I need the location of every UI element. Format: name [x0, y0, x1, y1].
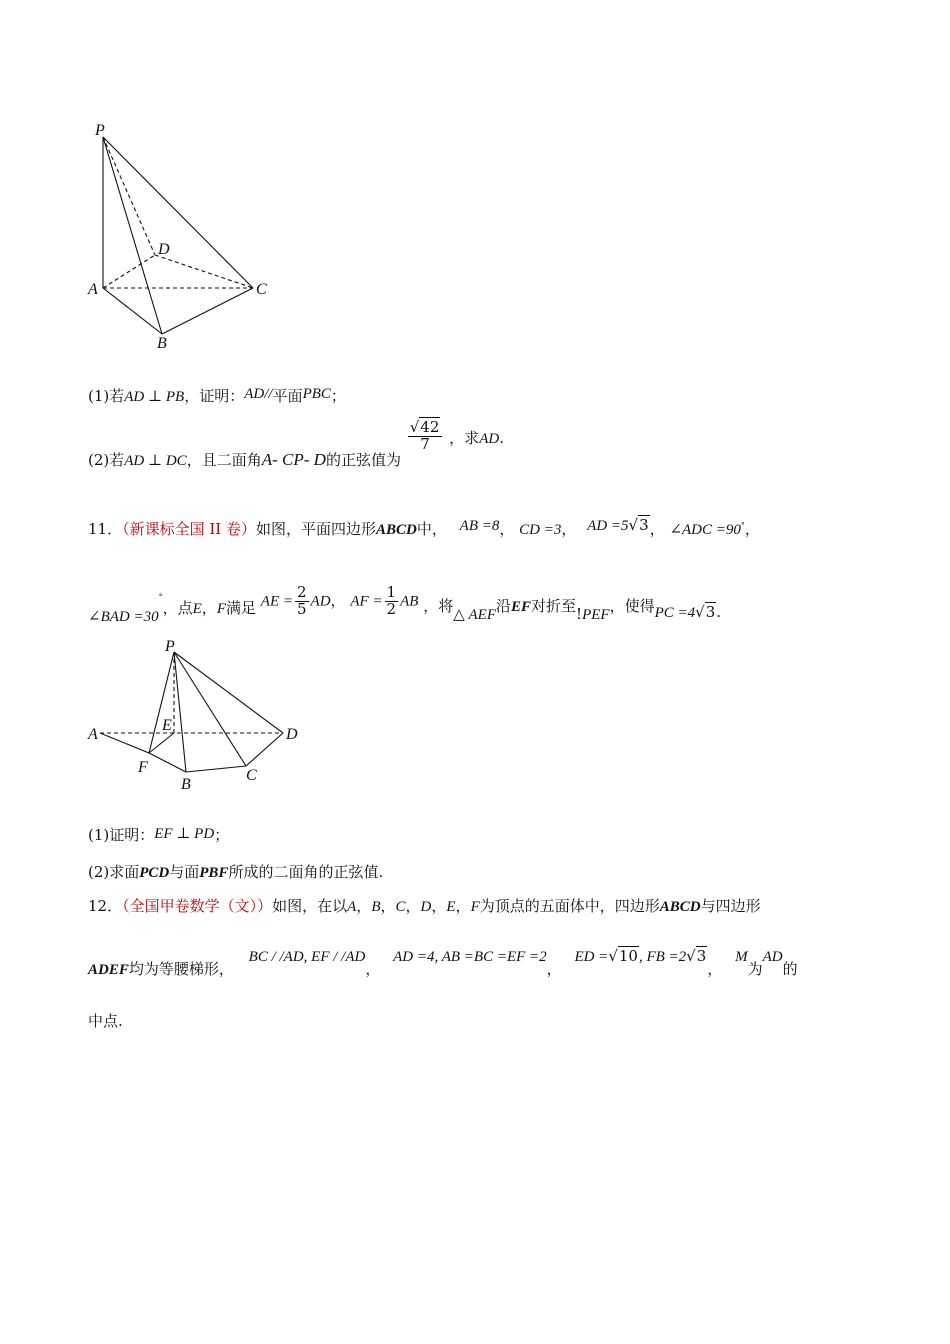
label-F: F — [138, 759, 148, 776]
question-source: （全国甲卷数学（文）） — [122, 897, 273, 915]
q11-part1: (1)证明：EF ⊥ PD； — [88, 826, 230, 844]
fraction-sqrt42-over-7: $\frac{√42}{7}$ — [408, 420, 443, 453]
label-D: D — [158, 241, 170, 258]
label-P: P — [95, 122, 105, 139]
q10-part1: (1)若AD ⊥ PB，证明：AD//平面PBC； — [88, 386, 346, 405]
question-number: 11． — [88, 520, 123, 538]
label-P: P — [165, 638, 175, 655]
label-A: A — [88, 281, 98, 298]
q10-part2: (2)若AD ⊥ DC，且二面角A- CP- D的正弦值为 $\frac{√42}{7}$ ，求AD. — [88, 418, 504, 470]
q12-line1: 12．（全国甲卷数学（文））如图，在以A，B，C，D，E，F为顶点的五面体中，四边形ABCD与四边形 — [88, 897, 761, 915]
label-D: D — [286, 726, 298, 743]
label-B: B — [157, 335, 167, 352]
q12-line2: ADEF均为等腰梯形， BC / /AD, EF / /AD， AD =4, AB =BC =EF =2， ED =√10, FB =2√3， M为AD的 — [88, 947, 798, 978]
label-E: E — [162, 717, 172, 734]
label-C: C — [246, 767, 257, 784]
label-C: C — [256, 281, 267, 298]
figure-folded-quadrilateral — [80, 630, 310, 795]
q11-line1: 11．（新课标全国 II 卷）如图，平面四边形ABCD中， AB =8， CD =3， AD =5√3， ∠ADC =90°， — [88, 516, 760, 538]
question-source: （新课标全国 II 卷） — [122, 520, 256, 538]
figure-pyramid-pabcd — [80, 118, 280, 358]
label-B: B — [181, 776, 191, 793]
q11-part2: (2)求面PCD与面PBF所成的二面角的正弦值. — [88, 863, 384, 881]
label-A: A — [88, 726, 98, 743]
question-number: 12． — [88, 897, 123, 915]
q11-line2: ∠BAD =30°，点E，F满足 AE = $\frac{2}{5}$ AD， AF = $\frac{1}{2}$ AB ，将△ AEF沿EF对折至!PEF，使得PC =4√3. — [88, 583, 722, 626]
q12-line3: 中点. — [88, 1012, 123, 1030]
